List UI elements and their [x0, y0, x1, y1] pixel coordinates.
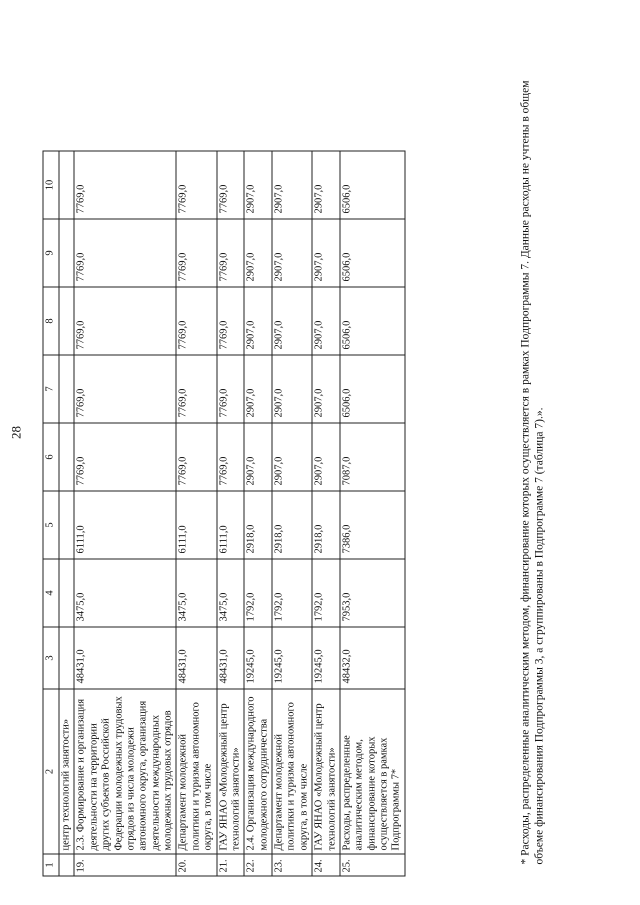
cell-value [59, 355, 74, 423]
cell-value: 2907,0 [312, 151, 340, 219]
table-row [244, 151, 272, 876]
header-row [43, 151, 59, 876]
cell-value: 2918,0 [312, 491, 340, 559]
row-name: Расходы, распределенные аналитическим методом, финансирование которых осуществляется в рамках Подпрограммы 7* [340, 689, 405, 854]
footnote: * Расходы, распределенные аналитическим методом, финансирование которых осуществляется в рамках Подпрограммы 7. Данные расходы не учтены в общем объеме финансирования Подпрограммы 3, а сгруппированы в Подпрограмме 7 (таблица 7).». [519, 80, 546, 865]
row-number: 25. [340, 854, 405, 876]
row-name: ГАУ ЯНАО «Молодежный центр технологий занятости» [217, 689, 245, 854]
row-number: 19. [74, 854, 176, 876]
column-header: 5 [43, 491, 59, 559]
cell-value [59, 423, 74, 491]
table-row [312, 151, 340, 876]
cell-value: 2907,0 [272, 151, 312, 219]
cell-value: 6111,0 [176, 491, 216, 559]
row-name: ГАУ ЯНАО «Молодежный центр технологий занятости» [312, 689, 340, 854]
cell-value: 3475,0 [74, 559, 176, 627]
cell-value: 48432,0 [340, 627, 405, 689]
column-header: 6 [43, 423, 59, 491]
cell-value: 2907,0 [244, 151, 272, 219]
cell-value: 2907,0 [244, 423, 272, 491]
row-name: Департамент молодежной политики и туризма автономного округа, в том числе [176, 689, 216, 854]
cell-value: 6506,0 [340, 151, 405, 219]
cell-value: 2907,0 [244, 355, 272, 423]
cell-value [59, 287, 74, 355]
cell-value [59, 491, 74, 559]
cell-value: 19245,0 [272, 627, 312, 689]
table-row [340, 151, 405, 876]
cell-value: 2907,0 [272, 355, 312, 423]
cell-value: 7386,0 [340, 491, 405, 559]
cell-value: 2907,0 [312, 287, 340, 355]
row-name: 2.3. Формирование и организация деятельности на территории других субъектов Российской Федерации молодежных трудовых отрядов из числа молодежи автономного округа, организация деятельности международных молодежных трудовых отрядов [74, 689, 176, 854]
cell-value: 7769,0 [176, 287, 216, 355]
cell-value [59, 559, 74, 627]
row-name: центр технологий занятости» [59, 689, 74, 854]
cell-value: 2907,0 [312, 423, 340, 491]
table-row [59, 151, 74, 876]
column-header: 1 [43, 854, 59, 876]
cell-value: 2907,0 [272, 219, 312, 287]
cell-value: 7769,0 [217, 355, 245, 423]
cell-value: 19245,0 [312, 627, 340, 689]
cell-value: 7769,0 [217, 287, 245, 355]
cell-value: 7769,0 [176, 151, 216, 219]
cell-value: 7953,0 [340, 559, 405, 627]
cell-value: 7769,0 [176, 423, 216, 491]
cell-value: 6506,0 [340, 219, 405, 287]
cell-value: 7769,0 [176, 219, 216, 287]
cell-value [59, 627, 74, 689]
cell-value: 7769,0 [74, 355, 176, 423]
cell-value [59, 151, 74, 219]
row-number: 20. [176, 854, 216, 876]
cell-value: 7769,0 [74, 423, 176, 491]
cell-value: 7769,0 [74, 151, 176, 219]
cell-value: 2907,0 [272, 287, 312, 355]
cell-value: 1792,0 [244, 559, 272, 627]
cell-value: 3475,0 [217, 559, 245, 627]
row-number: 21. [217, 854, 245, 876]
cell-value: 6111,0 [74, 491, 176, 559]
cell-value: 6506,0 [340, 355, 405, 423]
cell-value: 1792,0 [312, 559, 340, 627]
page-number: 28 [8, 426, 24, 439]
column-header: 3 [43, 627, 59, 689]
row-number: 23. [272, 854, 312, 876]
row-number [59, 854, 74, 876]
cell-value: 7769,0 [74, 287, 176, 355]
row-number: 24. [312, 854, 340, 876]
cell-value: 48431,0 [74, 627, 176, 689]
cell-value: 7769,0 [74, 219, 176, 287]
cell-value: 6111,0 [217, 491, 245, 559]
budget-table [43, 151, 406, 877]
row-number: 22. [244, 854, 272, 876]
cell-value: 7769,0 [176, 355, 216, 423]
cell-value: 19245,0 [244, 627, 272, 689]
cell-value: 6506,0 [340, 287, 405, 355]
table-row [217, 151, 245, 876]
column-header: 10 [43, 151, 59, 219]
column-header: 4 [43, 559, 59, 627]
table-row [272, 151, 312, 876]
table-row [176, 151, 216, 876]
cell-value: 2907,0 [244, 287, 272, 355]
column-header: 7 [43, 355, 59, 423]
cell-value: 2918,0 [272, 491, 312, 559]
row-name: 2.4. Организация международного молодежного сотрудничества [244, 689, 272, 854]
rotated-content [1, 0, 640, 905]
row-name: Департамент молодежной политики и туризма автономного округа, в том числе [272, 689, 312, 854]
cell-value: 48431,0 [176, 627, 216, 689]
cell-value: 48431,0 [217, 627, 245, 689]
cell-value: 2918,0 [244, 491, 272, 559]
column-header: 2 [43, 689, 59, 854]
table-row [74, 151, 176, 876]
cell-value: 2907,0 [312, 355, 340, 423]
cell-value: 7769,0 [217, 423, 245, 491]
cell-value: 2907,0 [244, 219, 272, 287]
cell-value: 2907,0 [272, 423, 312, 491]
cell-value: 7087,0 [340, 423, 405, 491]
cell-value: 3475,0 [176, 559, 216, 627]
column-header: 8 [43, 287, 59, 355]
cell-value: 2907,0 [312, 219, 340, 287]
cell-value: 7769,0 [217, 219, 245, 287]
column-header: 9 [43, 219, 59, 287]
cell-value: 7769,0 [217, 151, 245, 219]
cell-value [59, 219, 74, 287]
cell-value: 1792,0 [272, 559, 312, 627]
